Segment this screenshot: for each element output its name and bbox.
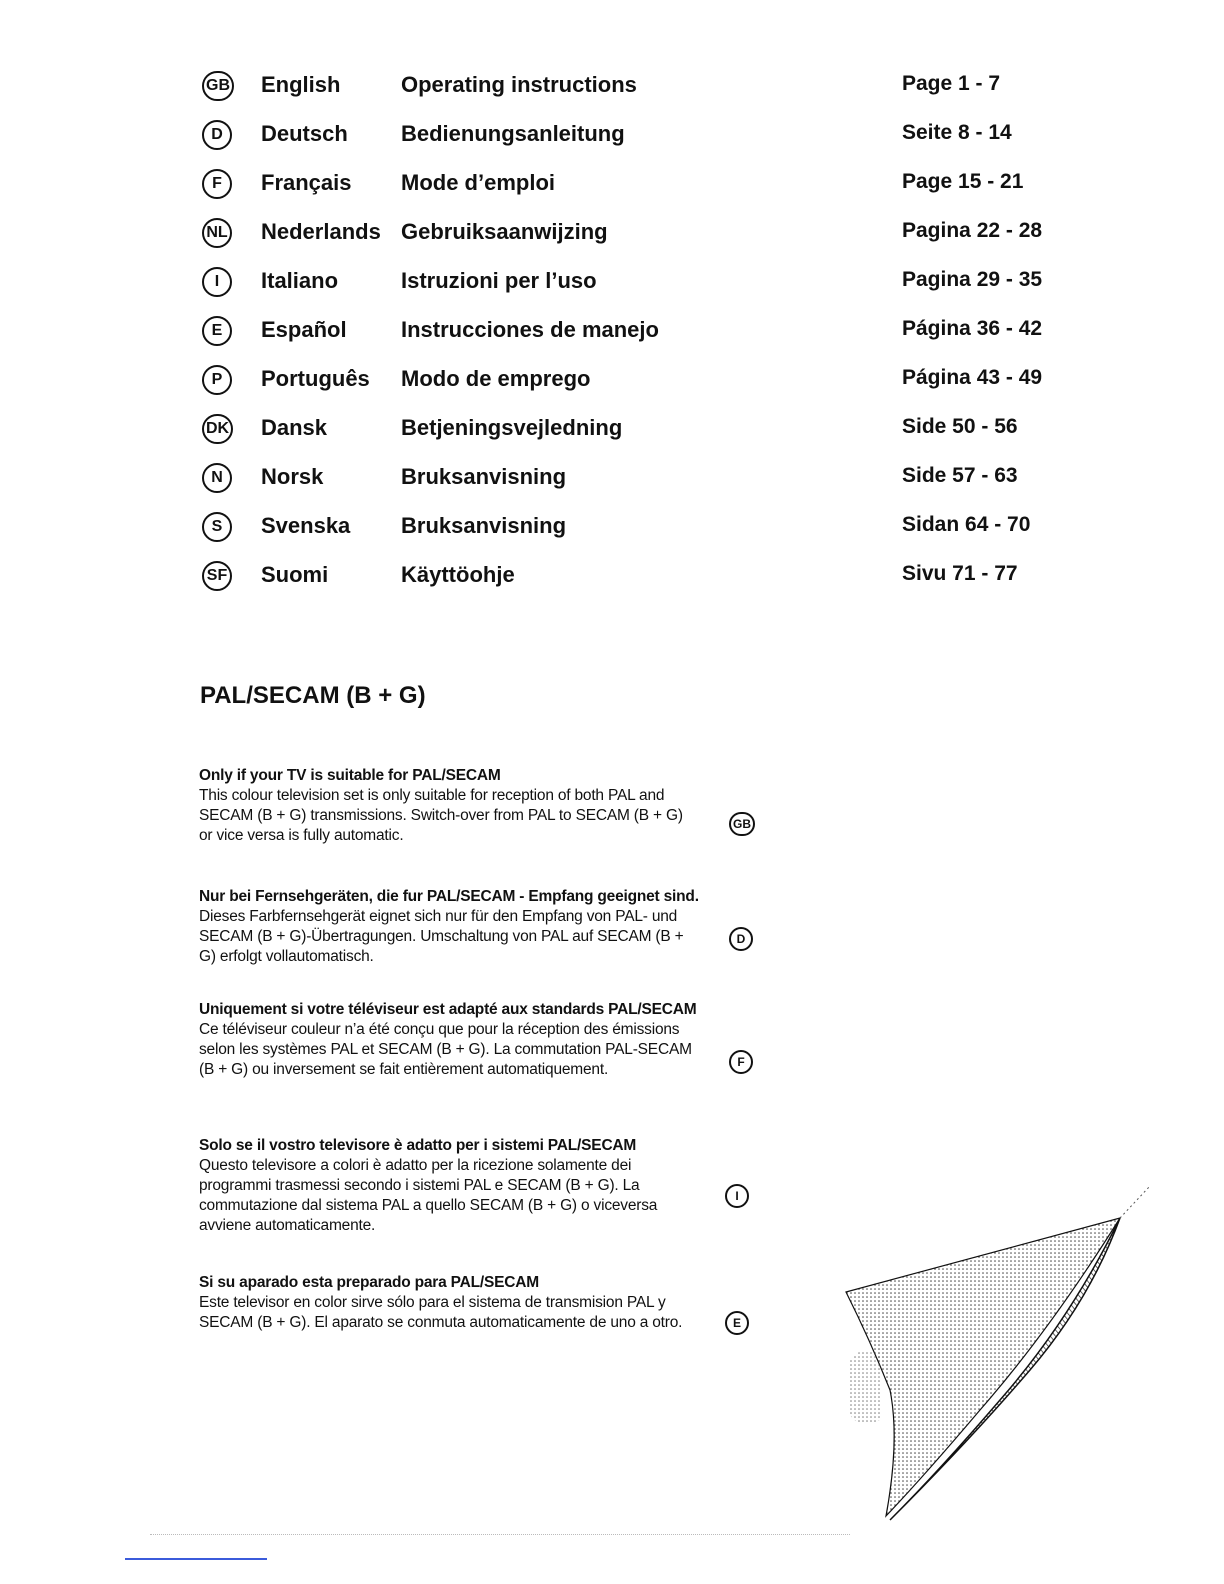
note-espanol <box>199 1273 759 1333</box>
note-body: Dieses Farbfernsehgerät eignet sich nur für den Empfang von PAL- und SECAM (B + G)-Übertragungen. Umschaltung von PAL auf SECAM (B + G) erfolgt vollautomatisch. <box>199 908 684 965</box>
language-row-suomi <box>200 562 1100 602</box>
note-heading: Only if your TV is suitable for PAL/SECAM <box>199 767 501 784</box>
page-range: Side 50 - 56 <box>902 415 1018 438</box>
section-title: PAL/SECAM (B + G) <box>200 682 426 709</box>
language-row-norsk <box>200 464 1100 504</box>
language-row-espanol <box>200 317 1100 357</box>
manual-title: Bedienungsanleitung <box>401 121 625 146</box>
language-name: Norsk <box>261 464 324 489</box>
note-body: Questo televisore a colori è adatto per la ricezione solamente dei programmi trasmessi secondo i sistemi PAL e SECAM (B + G). La commutazione dal sistema PAL a quello SECAM (B + G) o viceversa avviene automaticamente. <box>199 1157 658 1234</box>
note-heading: Solo se il vostro televisore è adatto per i sistemi PAL/SECAM <box>199 1137 637 1154</box>
page-range: Página 43 - 49 <box>902 366 1043 389</box>
language-name: Suomi <box>261 562 329 587</box>
page-range: Page 15 - 21 <box>902 170 1024 193</box>
language-code-badge: E <box>725 1311 749 1335</box>
language-code-badge: DK <box>202 414 233 444</box>
language-name: Español <box>261 317 347 342</box>
page-range: Pagina 29 - 35 <box>902 268 1043 291</box>
note-deutsch <box>199 887 759 967</box>
language-name: English <box>261 72 341 97</box>
language-code-badge: P <box>202 365 232 395</box>
manual-title: Bruksanvisning <box>401 513 567 538</box>
language-code-badge: N <box>202 463 232 493</box>
language-code-badge: E <box>202 316 232 346</box>
language-code-badge: D <box>729 927 753 951</box>
scan-artifact-line <box>150 1534 850 1545</box>
language-code-badge: S <box>202 512 232 542</box>
page-range: Sivu 71 - 77 <box>902 562 1018 585</box>
language-row-svenska <box>200 513 1100 553</box>
language-name: Português <box>261 366 370 391</box>
language-name: Nederlands <box>261 219 381 244</box>
language-code-badge: I <box>725 1184 749 1208</box>
note-body: This colour television set is only suitable for reception of both PAL and SECAM (B + G) transmissions. Switch-over from PAL to SECAM (B + G) or vice versa is fully automatic. <box>199 787 683 844</box>
language-name: Français <box>261 170 352 195</box>
language-name: Dansk <box>261 415 328 440</box>
manual-title: Betjeningsvejledning <box>401 415 623 440</box>
language-code-badge: F <box>729 1050 753 1074</box>
language-code-badge: GB <box>729 812 755 836</box>
note-english <box>199 766 759 846</box>
language-row-dansk <box>200 415 1100 455</box>
language-row-portugues <box>200 366 1100 406</box>
page-range: Seite 8 - 14 <box>902 121 1012 144</box>
language-row-italiano <box>200 268 1100 308</box>
language-code-badge: I <box>202 267 232 297</box>
note-heading: Uniquement si votre téléviseur est adapté aux standards PAL/SECAM <box>199 1001 697 1018</box>
page-range: Page 1 - 7 <box>902 72 1001 95</box>
note-heading: Si su aparado esta preparado para PAL/SECAM <box>199 1274 539 1291</box>
language-code-badge: F <box>202 169 232 199</box>
page-range: Página 36 - 42 <box>902 317 1043 340</box>
page-curl-illustration <box>830 1180 1160 1540</box>
note-body: Ce téléviseur couleur n’a été conçu que pour la réception des émissions selon les systèmes PAL et SECAM (B + G). La commutation PAL-SECAM (B + G) ou inversement se fait entièrement automatiquement. <box>199 1021 692 1078</box>
language-code-badge: NL <box>202 218 232 248</box>
note-francais <box>199 1000 759 1080</box>
page-range: Pagina 22 - 28 <box>902 219 1043 242</box>
manual-title: Operating instructions <box>401 72 637 97</box>
note-heading: Nur bei Fernsehgeräten, die fur PAL/SECAM - Empfang geeignet sind. <box>199 888 699 905</box>
manual-title: Gebruiksaanwijzing <box>401 219 608 244</box>
manual-title: Mode d’emploi <box>401 170 555 195</box>
language-row-deutsch <box>200 121 1100 161</box>
manual-title: Bruksanvisning <box>401 464 567 489</box>
manual-title: Modo de emprego <box>401 366 591 391</box>
manual-title: Instrucciones de manejo <box>401 317 659 342</box>
language-name: Svenska <box>261 513 351 538</box>
manual-title: Istruzioni per l’uso <box>401 268 597 293</box>
manual-title: Käyttöohje <box>401 562 515 587</box>
language-row-nederlands <box>200 219 1100 259</box>
language-name: Deutsch <box>261 121 348 146</box>
language-row-english <box>200 72 1100 112</box>
footer-rule <box>125 1558 267 1560</box>
language-code-badge: GB <box>202 71 234 101</box>
language-code-badge: SF <box>202 561 232 591</box>
language-row-francais <box>200 170 1100 210</box>
note-italiano <box>199 1136 759 1236</box>
language-code-badge: D <box>202 120 232 150</box>
language-name: Italiano <box>261 268 339 293</box>
page-range: Side 57 - 63 <box>902 464 1018 487</box>
page-range: Sidan 64 - 70 <box>902 513 1031 536</box>
note-body: Este televisor en color sirve sólo para el sistema de transmision PAL y SECAM (B + G). El aparato se conmuta automaticamente de uno a otro. <box>199 1294 683 1331</box>
